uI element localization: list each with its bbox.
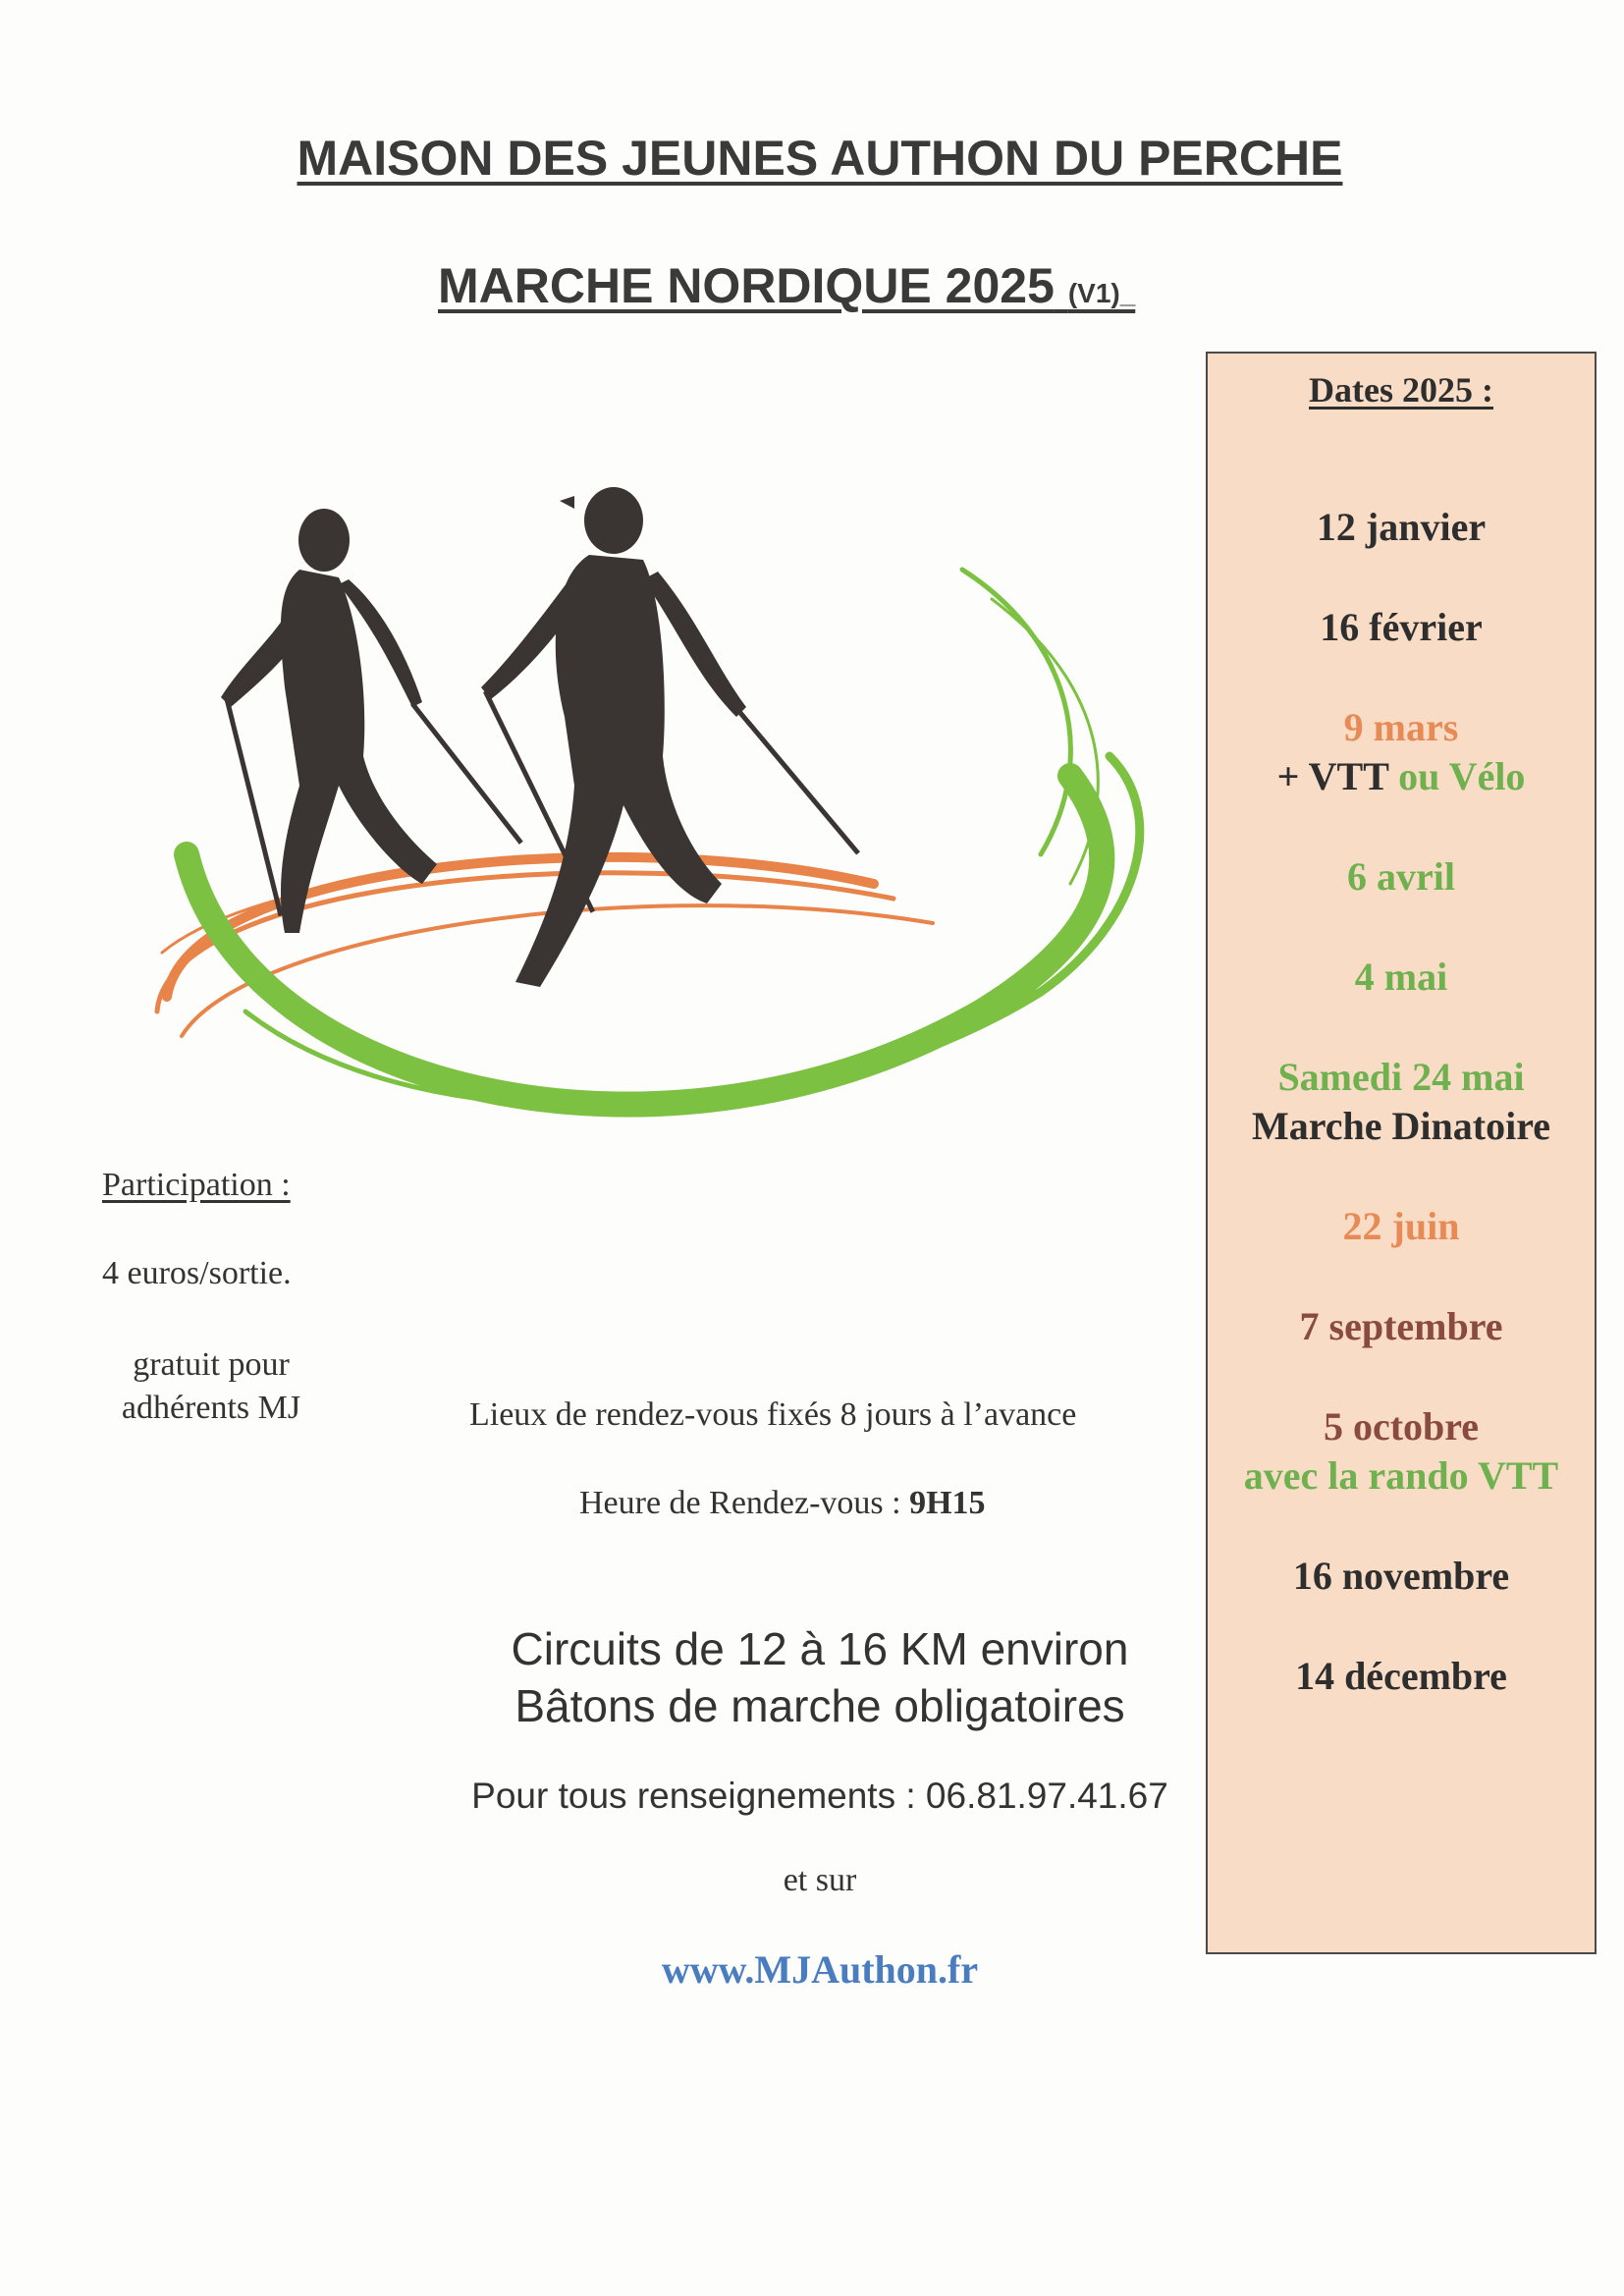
date-february: 16 février — [1320, 605, 1483, 649]
participation-label: Participation : — [102, 1167, 291, 1203]
velo-label: ou Vélo — [1388, 754, 1526, 798]
contact-info: Pour tous renseignements : 06.81.97.41.67 — [471, 1776, 1168, 1816]
date-april: 6 avril — [1347, 854, 1455, 899]
vtt-label: + VTT — [1276, 754, 1389, 798]
date-may-24: Samedi 24 mai — [1277, 1055, 1525, 1099]
page-subtitle — [438, 257, 1135, 314]
dates-title: Dates 2025 : — [1309, 370, 1493, 410]
meeting-time — [579, 1485, 986, 1522]
circuits-line-2: Bâtons de marche obligatoires — [514, 1680, 1125, 1731]
date-june: 22 juin — [1342, 1204, 1460, 1248]
date-october-extra: avec la rando VTT — [1243, 1453, 1559, 1498]
nordic-walkers-illustration — [128, 462, 1198, 1178]
meeting-time-value: 9H15 — [909, 1485, 986, 1521]
date-november: 16 novembre — [1292, 1554, 1510, 1598]
date-september: 7 septembre — [1299, 1304, 1503, 1348]
date-may-24-extra: Marche Dinatoire — [1251, 1104, 1550, 1148]
website-link[interactable]: www.MJAuthon.fr — [661, 1947, 979, 1992]
participation-price: 4 euros/sortie. — [102, 1255, 292, 1291]
participation-free: gratuit pour adhérents MJ — [121, 1346, 301, 1426]
contact-and-on: et sur — [783, 1862, 857, 1898]
date-march: 9 mars — [1343, 705, 1459, 749]
meeting-time-label: Heure de Rendez-vous : — [579, 1485, 910, 1521]
subtitle-text: MARCHE NORDIQUE 2025 — [438, 258, 1055, 313]
dates-panel — [1206, 352, 1597, 1954]
date-october: 5 octobre — [1323, 1404, 1480, 1449]
date-may: 4 mai — [1354, 955, 1448, 999]
walker-woman — [221, 509, 523, 933]
date-january: 12 janvier — [1316, 505, 1487, 549]
circuits-info — [432, 1620, 1208, 1734]
walker-man — [481, 487, 860, 987]
date-december: 14 décembre — [1295, 1654, 1507, 1698]
circuits-line-1: Circuits de 12 à 16 KM environ — [511, 1623, 1129, 1674]
meeting-place: Lieux de rendez-vous fixés 8 jours à l’avance — [469, 1396, 1077, 1433]
page-title: MAISON DES JEUNES AUTHON DU PERCHE — [297, 131, 1343, 186]
date-march-extra — [1208, 752, 1595, 801]
version-suffix: (V1)_ — [1067, 278, 1136, 308]
